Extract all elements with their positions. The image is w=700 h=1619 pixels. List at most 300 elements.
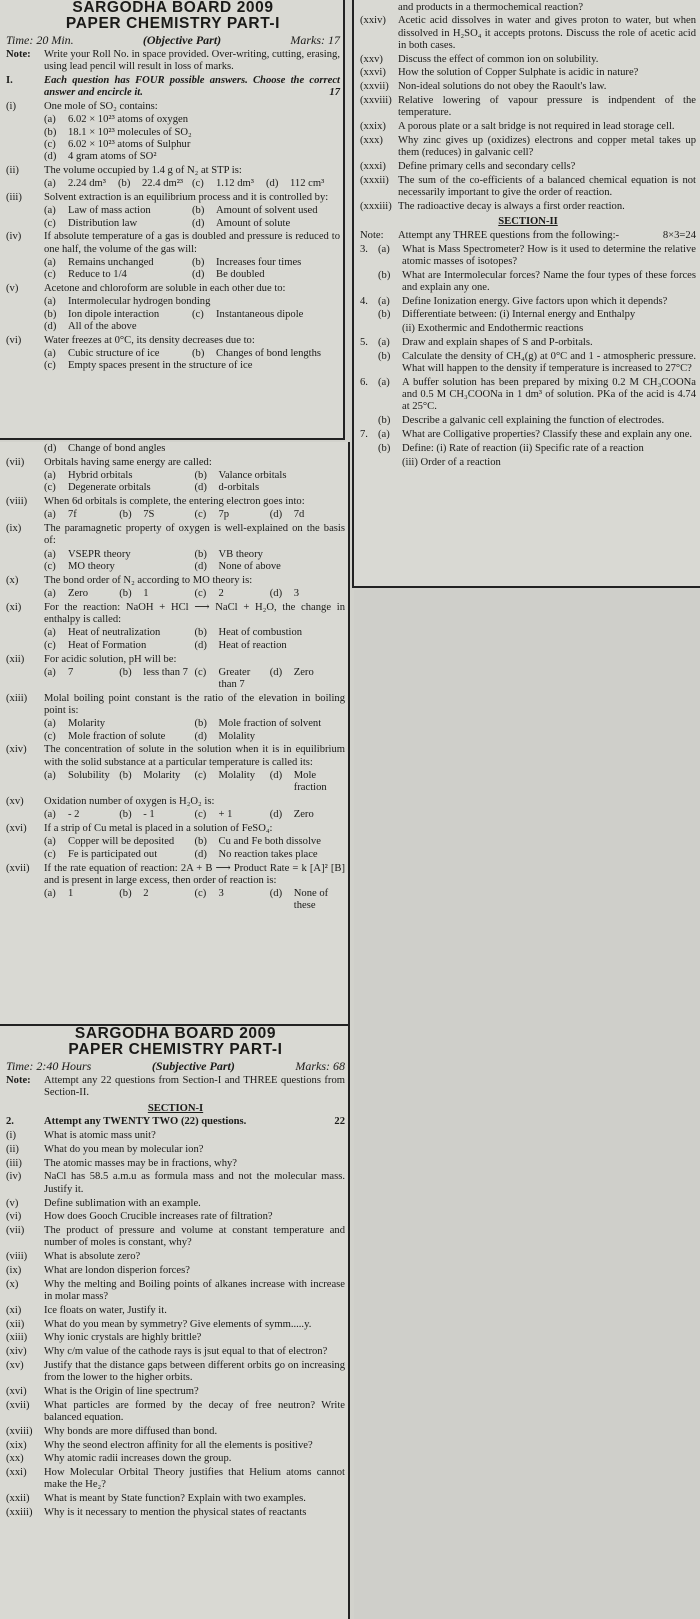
mcq-text: If absolute temperature of a gas is doubled and pressure is reduced to one half, the volume of the gas will: xyxy=(44,231,340,255)
option-text: less than 7 xyxy=(143,666,188,678)
short-question-number: (ii) xyxy=(6,1143,19,1155)
option-text: Distribution law xyxy=(68,217,138,229)
short-question-number: (x) xyxy=(6,1278,19,1290)
short-question xyxy=(360,15,696,52)
mcq-option xyxy=(44,770,119,795)
option-letter: (b) xyxy=(192,347,205,359)
option-text: No reaction takes place xyxy=(218,848,318,860)
option-letter: (d) xyxy=(269,588,283,600)
option-letter: (c) xyxy=(194,666,207,678)
option-letter: (b) xyxy=(118,178,131,190)
long-question-text: Describe a galvanic cell explaining the function of electrodes. xyxy=(402,415,665,427)
short-question xyxy=(6,1507,345,1519)
mcq-option xyxy=(44,809,119,821)
option-letter: (b) xyxy=(194,627,207,639)
mcq-option xyxy=(195,627,346,639)
short-question-text: What are london disperion forces? xyxy=(44,1264,190,1276)
mcq-text: Water freezes at 0°C, its density decreases due to: xyxy=(44,334,255,346)
mcq-option xyxy=(195,849,346,861)
short-question xyxy=(6,1130,345,1142)
mcq-option xyxy=(270,667,345,692)
option-text: Hybrid orbitals xyxy=(68,470,133,482)
subjective-part: (Subjective Part) xyxy=(151,1058,235,1073)
mcq-option xyxy=(44,139,340,151)
mcq-option xyxy=(44,205,192,217)
mcq-options xyxy=(44,348,340,373)
mcq-option xyxy=(44,836,195,848)
long-question-part-label: (b) xyxy=(378,309,391,321)
mcq-option xyxy=(119,667,194,692)
short-question xyxy=(6,1225,345,1250)
option-text: Amount of solute xyxy=(216,217,291,229)
option-letter: (c) xyxy=(44,561,56,573)
mcq-question xyxy=(6,101,340,113)
option-letter: (d) xyxy=(194,730,207,742)
short-question-text: Why zinc gives up (oxidizes) electrons and copper metal takes up them (reduces) in galvanic cell? xyxy=(398,134,696,159)
short-question xyxy=(360,2,696,14)
option-letter: (a) xyxy=(44,205,56,217)
option-text: Molarity xyxy=(68,718,106,730)
mcq-number: (vi) xyxy=(6,334,22,346)
option-text: 7S xyxy=(143,509,155,521)
mcq-option xyxy=(44,640,195,652)
short-question-text: What do you mean by molecular ion? xyxy=(44,1143,204,1155)
option-text: 3 xyxy=(293,588,300,600)
short-question-number: (xxiv) xyxy=(360,15,386,27)
mcq-option xyxy=(44,627,195,639)
long-question-number xyxy=(360,351,378,376)
mcq-option xyxy=(195,482,346,494)
mcq-options xyxy=(44,470,345,495)
short-question xyxy=(360,95,696,120)
short-question-text: Acetic acid dissolves in water and gives proton to water, but when dissolved in H₂SO₄ it accepts protons. Discuss the role of acetic acid in both cases. xyxy=(398,15,696,51)
option-text: + 1 xyxy=(218,809,233,821)
short-question-text: A porous plate or a salt bridge is not required in lead storage cell. xyxy=(398,121,675,133)
option-text: All of the above xyxy=(68,320,137,332)
mcq-list-2 xyxy=(6,443,345,913)
mcq-option xyxy=(44,178,118,190)
short-question-text: Discuss the effect of common ion on solubility. xyxy=(398,53,599,65)
objective-column-top xyxy=(0,0,345,440)
option-letter: (a) xyxy=(44,548,56,560)
option-text: None of above xyxy=(218,561,281,573)
mcq-number: (ix) xyxy=(6,523,22,535)
option-text: Molality xyxy=(218,770,255,782)
short-question-number: (xvi) xyxy=(6,1385,27,1397)
option-text: Empty spaces present in the structure of ice xyxy=(68,360,253,372)
objective-column-bottom xyxy=(0,442,350,1024)
mcq-options xyxy=(44,296,340,333)
option-letter: (c) xyxy=(194,888,207,900)
short-question-number: (xx) xyxy=(6,1453,24,1465)
option-letter: (b) xyxy=(192,205,205,217)
short-question-text: Why the seond electron affinity for all the elements is positive? xyxy=(44,1439,313,1451)
short-question-text: Non-ideal solutions do not obey the Raoult's law. xyxy=(398,81,607,93)
option-text: Change of bond angles xyxy=(68,443,166,454)
mcq-question xyxy=(6,192,340,204)
mcq-option xyxy=(44,309,192,321)
long-question-part xyxy=(360,457,696,469)
long-question-part xyxy=(360,309,696,321)
long-question-part xyxy=(360,429,696,441)
short-question-text: The atomic masses may be in fractions, why? xyxy=(44,1157,237,1169)
mcq-option xyxy=(119,770,194,795)
mcq-option xyxy=(44,151,340,163)
option-letter: (d) xyxy=(194,848,207,860)
short-question xyxy=(6,1198,345,1210)
short-question-number: (xxii) xyxy=(6,1493,30,1505)
mcq-option xyxy=(44,888,119,913)
option-letter: (b) xyxy=(194,548,207,560)
short-question-text: Why ionic crystals are highly brittle? xyxy=(44,1332,202,1344)
mcq-option xyxy=(192,218,340,230)
long-question-text: Define Ionization energy. Give factors upon which it depends? xyxy=(402,295,668,307)
short-question xyxy=(6,1453,345,1465)
long-question-text: Differentiate between: (i) Internal energy and Enthalpy xyxy=(402,309,636,321)
option-letter: (a) xyxy=(44,718,56,730)
short-question-text: Why bonds are more diffused than bond. xyxy=(44,1425,218,1437)
option-text: Solubility xyxy=(68,770,110,782)
mcq-options xyxy=(44,627,345,652)
short-question xyxy=(6,1332,345,1344)
option-letter: (d) xyxy=(44,443,57,454)
mcq-option xyxy=(195,667,270,692)
mcq-option xyxy=(192,205,340,217)
mcq-option xyxy=(270,809,345,821)
option-text: VSEPR theory xyxy=(68,548,131,560)
mcq-option xyxy=(195,731,346,743)
option-text: Molarity xyxy=(143,770,181,782)
note-label: Note: xyxy=(6,49,31,60)
mcq-option xyxy=(192,348,340,360)
mcq-option xyxy=(192,269,340,281)
short-question xyxy=(6,1171,345,1196)
subjective-column-right xyxy=(352,0,700,588)
mcq-question xyxy=(6,863,345,888)
long-question-number xyxy=(360,309,378,321)
option-letter: (a) xyxy=(44,836,56,848)
mcq-question xyxy=(6,744,345,769)
option-text: Heat of reaction xyxy=(218,639,287,651)
option-text: Molality xyxy=(218,730,255,742)
option-letter: (c) xyxy=(44,360,56,372)
short-question-text: Why atomic radii increases down the group. xyxy=(44,1453,232,1465)
option-letter: (a) xyxy=(44,666,56,678)
mcq-option xyxy=(44,588,119,600)
mcq-option xyxy=(44,321,340,333)
long-question-text: (iii) Order of a reaction xyxy=(402,456,501,468)
option-letter: (d) xyxy=(269,809,283,821)
option-text: - 1 xyxy=(143,809,155,821)
short-question-number: (xix) xyxy=(6,1439,27,1451)
short-question-text: What is atomic mass unit? xyxy=(44,1130,156,1142)
long-question-text: Draw and explain shapes of S and P-orbitals. xyxy=(402,337,593,349)
short-question xyxy=(360,81,696,93)
option-text: 1 xyxy=(68,888,74,900)
mcq-text: Solvent extraction is an equilibrium process and it is controlled by: xyxy=(44,192,329,204)
short-question-number: (xvii) xyxy=(6,1399,30,1411)
long-question-text: A buffer solution has been prepared by mixing 0.2 M CH₃COONa and 0.5 M CH₃COONa in 1 dm³ of solution. PKa of the acid is 4.74 at 25°C. xyxy=(402,376,696,413)
mcq-option xyxy=(192,257,340,269)
mcq-number: (x) xyxy=(6,574,19,586)
short-question-number: (xviii) xyxy=(6,1425,33,1437)
long-question-number: 4. xyxy=(360,295,368,307)
mcq-text: For acidic solution, pH will be: xyxy=(44,653,177,665)
short-question xyxy=(6,1493,345,1505)
mcq-options xyxy=(44,809,345,821)
option-letter: (d) xyxy=(269,666,283,678)
mcq-option xyxy=(44,549,195,561)
short-question-number: (xxxi) xyxy=(360,160,386,172)
mcq-question xyxy=(6,496,345,508)
long-question-part-label: (b) xyxy=(378,350,391,362)
option-text: Zero xyxy=(293,809,314,821)
mcq-text: The concentration of solute in the solution when it is in equilibrium with the solid substance at a particular temperature is called its: xyxy=(44,744,345,768)
mcq-options xyxy=(44,888,345,913)
long-question-number xyxy=(360,415,378,427)
mcq-options xyxy=(44,205,340,230)
short-question xyxy=(6,1426,345,1438)
mcq-option xyxy=(270,770,345,795)
mcq-options xyxy=(44,718,345,743)
option-letter: (a) xyxy=(44,627,56,639)
mcq-text: Molal boiling point constant is the ratio of the elevation in boiling point is: xyxy=(44,692,345,717)
mcq-option xyxy=(44,470,195,482)
option-text: Heat of neutralization xyxy=(68,627,161,639)
short-question xyxy=(360,121,696,133)
option-text: 2 xyxy=(143,888,149,900)
option-letter: (d) xyxy=(266,178,279,190)
mcq-option xyxy=(266,178,340,190)
short-question-number: (iv) xyxy=(6,1171,22,1183)
mcq-option xyxy=(195,509,270,521)
option-letter: (c) xyxy=(44,269,56,281)
section-2-note-label: Note: xyxy=(360,229,384,241)
option-letter: (c) xyxy=(44,138,56,150)
long-question-part-label xyxy=(378,457,402,469)
mcq-option xyxy=(44,718,195,730)
option-text: Changes of bond lengths xyxy=(216,347,322,359)
short-question-number: (xi) xyxy=(6,1304,22,1316)
mcq-option xyxy=(195,718,346,730)
short-question xyxy=(6,1279,345,1304)
mcq-option xyxy=(44,667,119,692)
mcq-options xyxy=(44,836,345,861)
short-question-number xyxy=(360,2,398,14)
short-question xyxy=(6,1158,345,1170)
mcq-options xyxy=(44,178,340,190)
mcq-number: (ii) xyxy=(6,165,19,177)
mcq-text: Acetone and chloroform are soluble in each other due to: xyxy=(44,283,286,295)
paper-meta xyxy=(6,34,340,48)
option-text: 6.02 × 10²³ atoms of Sulphur xyxy=(68,138,191,150)
short-question-text: Justify that the distance gaps between different orbits go on increasing from the lower to the higher orbits. xyxy=(44,1359,345,1384)
option-text: 6.02 × 10²³ atoms of oxygen xyxy=(68,114,189,126)
option-letter: (b) xyxy=(119,666,132,678)
short-question-number: (xii) xyxy=(6,1318,25,1330)
subjective-note: Attempt any 22 questions from Section-I and THREE questions from Section-II. xyxy=(44,1075,345,1099)
note-row xyxy=(6,49,340,74)
mcq-option xyxy=(195,470,346,482)
short-question-list xyxy=(6,1130,345,1519)
short-question-number: (xxvii) xyxy=(360,81,389,93)
option-text: 4 gram atoms of SO² xyxy=(68,151,157,163)
option-letter: (b) xyxy=(119,770,132,782)
short-question xyxy=(6,1467,345,1492)
long-question-part-label: (b) xyxy=(378,415,391,427)
option-letter: (d) xyxy=(194,482,207,494)
option-letter: (b) xyxy=(194,836,207,848)
mcq-option xyxy=(195,588,270,600)
q2-marks: 22 xyxy=(334,1116,345,1128)
section-2-note-row xyxy=(360,230,696,242)
option-text: Law of mass action xyxy=(68,205,151,217)
option-letter: (c) xyxy=(194,588,207,600)
mcq-number: (iii) xyxy=(6,192,22,204)
short-question-number: (xxvi) xyxy=(360,67,386,79)
long-question-text: What are Colligative properties? Classify these and explain any one. xyxy=(402,429,693,440)
long-question-part-label: (a) xyxy=(378,429,390,440)
short-question xyxy=(360,201,696,213)
long-question-part-label: (a) xyxy=(378,295,390,307)
option-text: Increases four times xyxy=(216,257,302,268)
mcq-option xyxy=(44,127,340,139)
short-question xyxy=(360,67,696,79)
part-label: (Objective Part) xyxy=(142,32,222,47)
mcq-text: The paramagnetic property of oxygen is well-explained on the basis of: xyxy=(44,523,345,547)
short-question-number: (viii) xyxy=(6,1251,28,1263)
mcq-option xyxy=(44,114,340,126)
option-text: 2 xyxy=(218,588,224,600)
q1-marks: 17 xyxy=(329,87,340,99)
short-question xyxy=(6,1400,345,1425)
long-question-part xyxy=(360,377,696,414)
short-question-text: How Molecular Orbital Theory justifies that Helium atoms cannot make the He₂? xyxy=(44,1467,345,1491)
mcq-option xyxy=(119,888,194,913)
option-letter: (d) xyxy=(194,561,207,573)
short-question xyxy=(6,1440,345,1452)
section-2-marks: 8×3=24 xyxy=(662,229,696,241)
short-question-number: (xiv) xyxy=(6,1346,27,1358)
option-text: 1 xyxy=(143,588,149,600)
short-question-text: Relative lowering of vapour pressure is indpendent of the temperature. xyxy=(398,94,696,119)
mcq-options xyxy=(44,509,345,521)
short-question-text: The radioactive decay is always a first order reaction. xyxy=(398,200,625,212)
short-question-text: and products in a thermochemical reaction? xyxy=(398,1,584,13)
option-text: 7p xyxy=(218,509,230,521)
option-text: Amount of solvent used xyxy=(216,205,318,217)
option-letter: (c) xyxy=(192,308,204,320)
mcq-number: (xii) xyxy=(6,653,25,665)
short-question xyxy=(360,135,696,160)
option-text: Mole fraction of solute xyxy=(68,730,166,742)
long-question-number xyxy=(360,443,378,455)
short-question xyxy=(6,1346,345,1358)
q1-row xyxy=(6,75,340,100)
option-letter: (c) xyxy=(44,730,56,742)
option-text: Cubic structure of ice xyxy=(68,347,160,359)
option-text: 3 xyxy=(218,888,224,900)
option-letter: (a) xyxy=(44,347,56,359)
short-question xyxy=(6,1305,345,1317)
option-text: 1.12 dm³ xyxy=(216,178,254,190)
option-letter: (d) xyxy=(194,639,207,651)
long-question-number: 7. xyxy=(360,429,368,440)
long-question-text: Define: (i) Rate of reaction (ii) Specific rate of a reaction xyxy=(402,442,644,454)
q1-number: I. xyxy=(6,75,13,87)
long-question-part-label: (a) xyxy=(378,337,390,349)
short-question-text: Why is it necessary to mention the physical states of reactants xyxy=(44,1507,307,1518)
mcq-text: The bond order of N₂ according to MO theory is: xyxy=(44,574,253,586)
long-question-text: Calculate the density of CH₄(g) at 0°C and 1 - atmospheric pressure. What will happen to the density if temperature is increased to 27°C? xyxy=(402,350,696,375)
mcq-number: (vii) xyxy=(6,456,25,468)
option-letter: (a) xyxy=(44,114,56,126)
option-text: Remains unchanged xyxy=(68,257,154,268)
mcq-option xyxy=(44,509,119,521)
mcq-option xyxy=(195,836,346,848)
option-text: Instantaneous dipole xyxy=(216,308,304,320)
short-question-number: (vi) xyxy=(6,1211,22,1223)
long-question-part-label: (b) xyxy=(378,442,391,454)
mcq-option xyxy=(195,549,346,561)
option-text: Ion dipole interaction xyxy=(68,308,160,320)
option-text: Reduce to 1/4 xyxy=(68,269,127,281)
mcq-options xyxy=(44,588,345,600)
mcq-options xyxy=(44,257,340,282)
short-question-number: (xxxii) xyxy=(360,174,389,186)
option-text: Mole fraction xyxy=(293,770,327,794)
short-question xyxy=(6,1265,345,1277)
mcq-text: Orbitals having same energy are called: xyxy=(44,456,212,468)
mcq-question xyxy=(6,693,345,718)
q2-text: Attempt any TWENTY TWO (22) questions. xyxy=(44,1116,247,1128)
option-text: 18.1 × 10²³ molecules of SO₂ xyxy=(68,126,192,138)
short-question-number: (i) xyxy=(6,1130,16,1142)
mcq-options xyxy=(44,114,340,163)
option-text: - 2 xyxy=(68,809,80,821)
mcq-option xyxy=(119,588,194,600)
mcq-option xyxy=(44,348,192,360)
mcq-number: (v) xyxy=(6,283,19,295)
short-question xyxy=(360,54,696,66)
q2-number: 2. xyxy=(6,1116,14,1128)
q2-row xyxy=(6,1116,345,1128)
mcq-option xyxy=(192,178,266,190)
mcq-option xyxy=(44,360,340,372)
option-letter: (c) xyxy=(44,848,56,860)
option-text: Zero xyxy=(68,588,88,600)
short-question-text: What is the Origin of line spectrum? xyxy=(44,1385,199,1397)
option-text: Valance orbitals xyxy=(218,470,287,482)
mcq-options xyxy=(44,443,345,455)
short-question xyxy=(6,1251,345,1263)
option-letter: (b) xyxy=(194,718,207,730)
option-letter: (c) xyxy=(44,217,56,229)
short-question-number: (xxiii) xyxy=(6,1507,33,1518)
mcq-option xyxy=(44,561,195,573)
short-question-text: Why the melting and Boiling points of alkanes increase with increase in molar mass? xyxy=(44,1278,345,1302)
option-text: d-orbitals xyxy=(218,482,260,494)
option-letter: (d) xyxy=(192,269,205,281)
subjective-column xyxy=(0,1024,350,1619)
mcq-option xyxy=(44,482,195,494)
mcq-option xyxy=(195,809,270,821)
short-question-number: (xiii) xyxy=(6,1332,28,1344)
mcq-text: When 6d orbitals is complete, the entering electron goes into: xyxy=(44,496,305,508)
long-question-part xyxy=(360,415,696,427)
option-letter: (a) xyxy=(44,296,56,308)
mcq-number: (xv) xyxy=(6,796,24,808)
